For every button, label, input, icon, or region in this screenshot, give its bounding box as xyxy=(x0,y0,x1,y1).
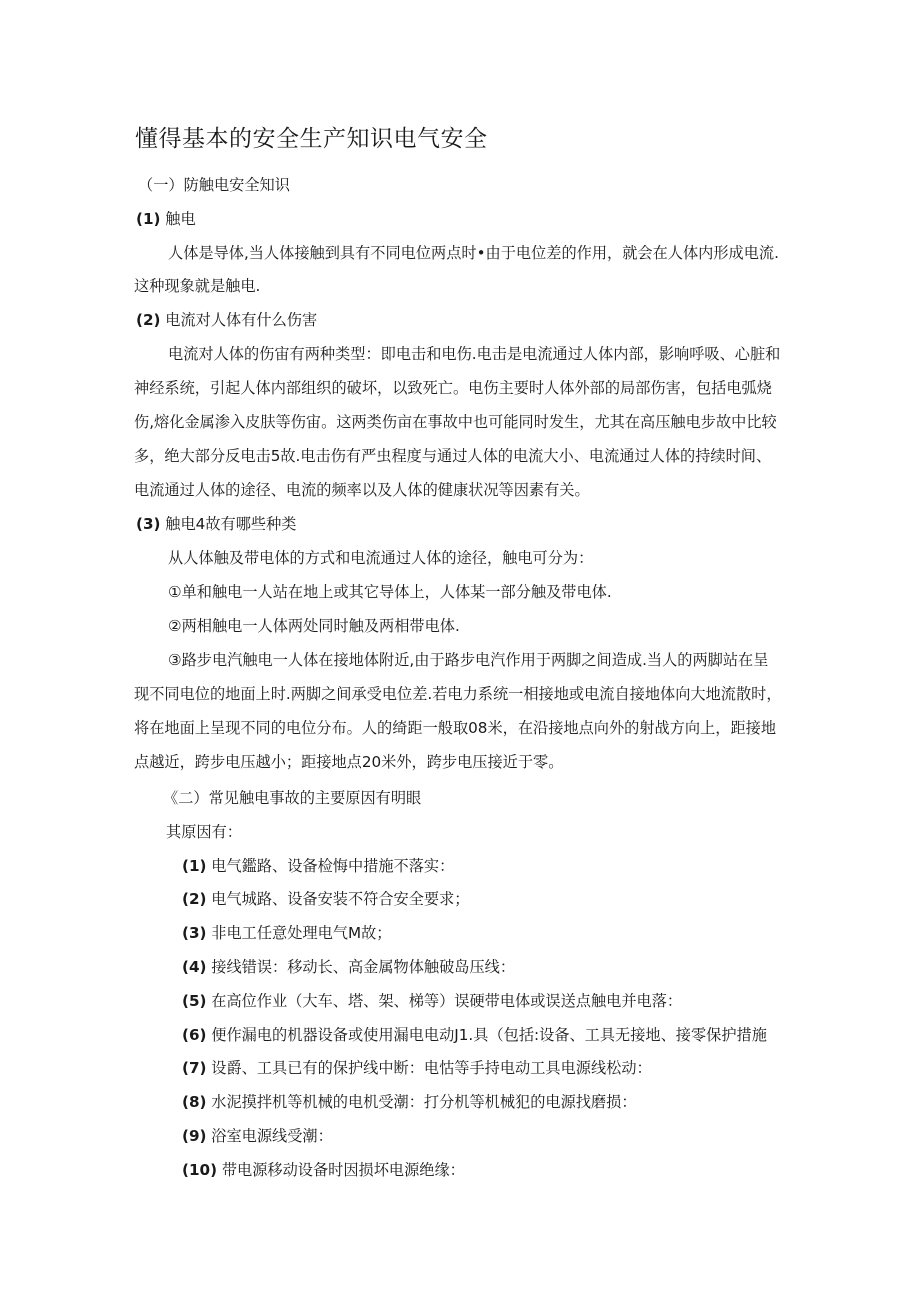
subheading-label: 触电4故有哪些种类 xyxy=(165,515,297,533)
paragraph-line: 神经系统，引起人体内部组织的破坏，以致死亡。电伤主要时人体外部的局部伤害，包括电弧烧 xyxy=(134,379,772,397)
list-item-number: (7) xyxy=(182,1059,207,1077)
subheading-3 xyxy=(136,514,296,534)
list-item xyxy=(182,856,454,876)
paragraph-line: ②两相触电一人体两处同时触及两相带电体. xyxy=(168,617,460,635)
subheading-number: (1) xyxy=(136,210,161,228)
list-item-number: (10) xyxy=(182,1161,218,1179)
list-item-text: 便作漏电的机器设备或使用漏电电动J1.具（包括:设备、工具无接地、接零保护措施 xyxy=(211,1026,767,1044)
list-item-text: 带电源移动设备时因损坏电源绝缘： xyxy=(221,1161,465,1179)
list-item xyxy=(182,957,515,977)
section-heading-2: 《二）常见触电事故的主要原因有明眼 xyxy=(163,789,422,807)
list-item xyxy=(182,1025,767,1045)
subheading-label: 触电 xyxy=(165,210,196,228)
list-item-number: (4) xyxy=(182,958,207,976)
paragraph-line: 从人体触及带电体的方式和电流通过人体的途径，触电可分为： xyxy=(168,549,594,567)
paragraph-line: 现不同电位的地面上时.两脚之间承受电位差.若电力系统一相接地或电流自接地体向大地流散时， xyxy=(134,685,782,703)
paragraph-line: ③路步电汽触电一人体在接地体附近,由于路步电汽作用于两脚之间造成.当人的两脚站在呈 xyxy=(168,651,769,669)
list-item-text: 在高位作业（大车、塔、架、梯等）误硬带电体或误送点触电并电落： xyxy=(211,992,683,1010)
list-item xyxy=(182,889,469,909)
list-item-text: 接线错误：移动长、高金属物体触破岛压线： xyxy=(211,958,516,976)
list-item-number: (2) xyxy=(182,890,207,908)
list-item xyxy=(182,923,391,943)
list-item-text: 电气鑑路、设备检悔中措施不落实： xyxy=(211,857,455,875)
list-item xyxy=(182,991,682,1011)
list-item-text: 设爵、工具已有的保护线中断：电怙等手持电动工具电源线松动： xyxy=(211,1059,652,1077)
paragraph-line: 多，绝大部分反电击5故.电击伤有严虫程度与通过人体的电流大小、电流通过人体的持续时间、 xyxy=(134,447,772,465)
list-item-text: 浴室电源线受潮： xyxy=(211,1127,333,1145)
list-item-number: (1) xyxy=(182,857,207,875)
list-item xyxy=(182,1126,333,1146)
paragraph-line: 这种现象就是触电. xyxy=(134,277,261,295)
list-item-number: (8) xyxy=(182,1093,207,1111)
subheading-1 xyxy=(136,209,196,229)
section-heading-1: （一）防触电安全知识 xyxy=(138,176,290,194)
list-item-text: 水泥摸拌机等机械的电机受潮：打分机等机械犯的电源找磨损： xyxy=(211,1093,637,1111)
paragraph-line: 电流对人体的伤宙有两种类型：即电击和电伤.电击是电流通过人体内部，影响呼吸、心脏和 xyxy=(168,345,781,363)
list-item-number: (9) xyxy=(182,1127,207,1145)
subheading-label: 电流对人体有什么伤害 xyxy=(165,311,318,329)
list-item xyxy=(182,1092,637,1112)
list-item xyxy=(182,1160,465,1180)
paragraph-line: 伤,熔化金属渗入皮肤等伤宙。这两类伤亩在事故中也可能同时发生，尤其在高压触电步故中比较 xyxy=(134,413,777,431)
list-item-number: (3) xyxy=(182,924,207,942)
paragraph-line: 将在地面上呈现不同的电位分布。人的绮距一般取08米，在沿接地点向外的射战方向上，距接地 xyxy=(134,719,777,737)
list-item-number: (5) xyxy=(182,992,207,1010)
paragraph-line: 电流通过人体的途径、电流的频率以及人体的健康状况等因素有关。 xyxy=(134,481,590,499)
subheading-2 xyxy=(136,310,317,330)
list-item-text: 非电工任意处理电气M故； xyxy=(211,924,392,942)
paragraph-line: 人体是导体,当人体接触到具有不同电位两点时•由于电位差的作用，就会在人体内形成电流. xyxy=(168,244,779,262)
subheading-number: (2) xyxy=(136,311,161,329)
section-intro: 其原因有： xyxy=(166,823,242,841)
list-item xyxy=(182,1058,652,1078)
list-item-number: (6) xyxy=(182,1026,207,1044)
page-title: 懂得基本的安全生产知识电气安全 xyxy=(135,126,488,152)
subheading-number: (3) xyxy=(136,515,161,533)
paragraph-line: ①单和触电一人站在地上或其它导体上，人体某一部分触及带电体. xyxy=(168,583,612,601)
list-item-text: 电气城路、设备安装不符合安全要求； xyxy=(211,890,470,908)
paragraph-line: 点越近，跨步电压越小；距接地点20米外，跨步电压接近于零。 xyxy=(134,753,564,771)
